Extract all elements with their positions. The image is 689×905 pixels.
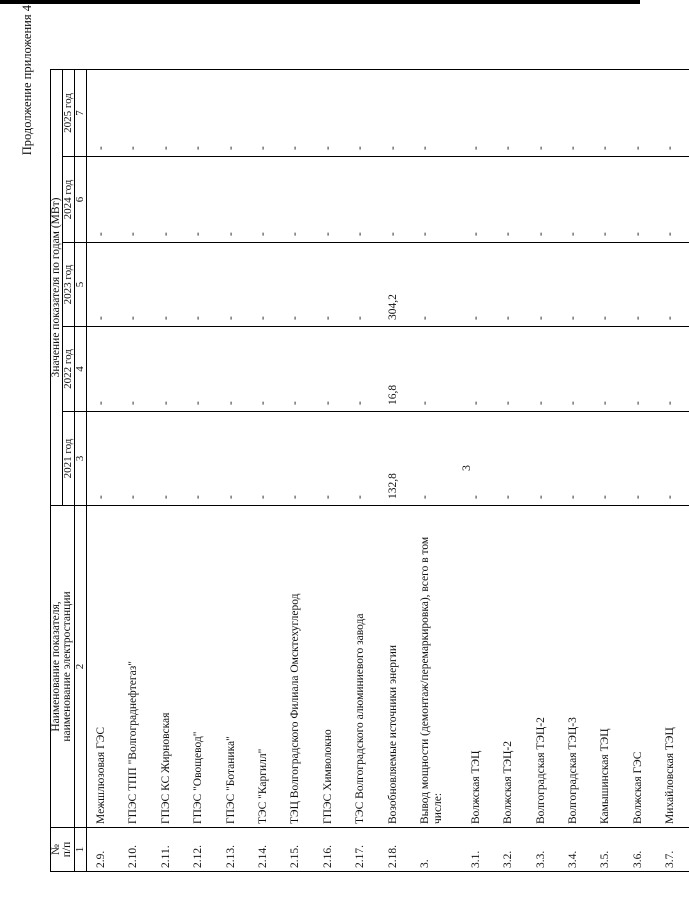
- value-cell: -: [527, 412, 559, 506]
- value-cell: -: [314, 243, 346, 327]
- row-name: Межшлюзовая ГЭС: [87, 506, 120, 828]
- row-name: Камышинская ТЭЦ: [591, 506, 623, 828]
- row-number: 2.9.: [87, 828, 120, 872]
- value-cell: -: [184, 243, 216, 327]
- value-cell: -: [152, 157, 184, 243]
- column-number: 5: [75, 243, 87, 327]
- value-cell: -: [591, 412, 623, 506]
- value-cell: -: [119, 412, 151, 506]
- row-number: 3.6.: [624, 828, 656, 872]
- table-row: [87, 70, 120, 872]
- value-cell: -: [494, 243, 526, 327]
- row-number: 3.: [411, 828, 462, 872]
- value-cell: -: [411, 157, 462, 243]
- value-cell: -: [87, 327, 120, 412]
- value-cell: -: [656, 412, 688, 506]
- row-name: Михайловская ТЭЦ: [656, 506, 688, 828]
- value-cell: -: [656, 327, 688, 412]
- row-name: ГПЭС "Ботаника": [217, 506, 249, 828]
- value-cell: -: [411, 243, 462, 327]
- value-cell: -: [119, 157, 151, 243]
- header-year: 2023 год: [63, 243, 75, 327]
- row-name: Вывод мощности (демонтаж/перемаркировка), всего в том числе:: [411, 506, 462, 828]
- header-number-line2: п/п: [61, 841, 73, 858]
- value-cell: -: [281, 70, 313, 157]
- value-cell: -: [411, 412, 462, 506]
- value-cell: -: [281, 327, 313, 412]
- row-name: ГПЭС "Овощевод": [184, 506, 216, 828]
- row-number: 2.16.: [314, 828, 346, 872]
- value-cell: -: [249, 243, 281, 327]
- table-row: [656, 70, 688, 872]
- header-number: [51, 828, 75, 872]
- value-cell: -: [249, 412, 281, 506]
- table-row: [527, 70, 559, 872]
- value-cell: -: [559, 70, 591, 157]
- value-cell: -: [249, 70, 281, 157]
- header-year: 2025 год: [63, 70, 75, 157]
- value-cell: -: [379, 157, 411, 243]
- row-name: Возобновляемые источники энергии: [379, 506, 411, 828]
- row-name: ГПЭС КС Жирновская: [152, 506, 184, 828]
- value-cell: -: [184, 327, 216, 412]
- value-cell: -: [656, 70, 688, 157]
- row-name: ТЭС Волгоградского алюминиевого завода: [346, 506, 378, 828]
- value-cell: -: [217, 243, 249, 327]
- table-header: [51, 70, 87, 872]
- value-cell: -: [217, 70, 249, 157]
- value-cell: -: [494, 327, 526, 412]
- value-cell: -: [281, 157, 313, 243]
- table-row: [281, 70, 313, 872]
- value-cell: -: [152, 327, 184, 412]
- value-cell: -: [494, 157, 526, 243]
- value-cell: -: [152, 70, 184, 157]
- row-number: 2.17.: [346, 828, 378, 872]
- value-cell: 132,8: [379, 412, 411, 506]
- column-number: 6: [75, 157, 87, 243]
- value-cell: -: [527, 157, 559, 243]
- column-number: 7: [75, 70, 87, 157]
- header-year: 2022 год: [63, 327, 75, 412]
- value-cell: -: [527, 327, 559, 412]
- table-body: [87, 70, 689, 872]
- value-cell: -: [217, 327, 249, 412]
- row-name: ТЭЦ Волгоградского Филиала Омсктехуглерод: [281, 506, 313, 828]
- value-cell: -: [462, 157, 494, 243]
- row-number: 3.4.: [559, 828, 591, 872]
- value-cell: -: [119, 243, 151, 327]
- row-name: Волжская ТЭЦ-2: [494, 506, 526, 828]
- value-cell: -: [624, 157, 656, 243]
- table-row: [249, 70, 281, 872]
- column-number: 4: [75, 327, 87, 412]
- value-cell: -: [624, 243, 656, 327]
- table-row: [624, 70, 656, 872]
- value-cell: -: [281, 412, 313, 506]
- column-number: 1: [75, 828, 87, 872]
- header-number-line1: №: [50, 844, 62, 855]
- value-cell: -: [494, 412, 526, 506]
- value-cell: -: [411, 70, 462, 157]
- value-cell: -: [184, 70, 216, 157]
- row-number: 2.15.: [281, 828, 313, 872]
- value-cell: -: [379, 70, 411, 157]
- value-cell: -: [411, 327, 462, 412]
- row-number: 2.13.: [217, 828, 249, 872]
- header-year: 2021 год: [63, 412, 75, 506]
- value-cell: -: [559, 412, 591, 506]
- value-cell: -: [249, 157, 281, 243]
- row-number: 3.7.: [656, 828, 688, 872]
- value-cell: -: [346, 327, 378, 412]
- table-row: [184, 70, 216, 872]
- value-cell: -: [559, 157, 591, 243]
- header-name-line1: Наименование показателя,: [50, 601, 62, 732]
- value-cell: -: [346, 243, 378, 327]
- value-cell: -: [152, 243, 184, 327]
- table-row: [314, 70, 346, 872]
- value-cell: -: [346, 412, 378, 506]
- page-number: 3: [459, 465, 473, 471]
- table-row: [152, 70, 184, 872]
- table-row: [462, 70, 494, 872]
- value-cell: -: [527, 243, 559, 327]
- header-name-line2: наименование электростанции: [61, 591, 73, 742]
- value-cell: -: [527, 70, 559, 157]
- row-name: Волгоградская ТЭЦ-3: [559, 506, 591, 828]
- value-cell: 16,8: [379, 327, 411, 412]
- value-cell: -: [314, 70, 346, 157]
- value-cell: -: [624, 412, 656, 506]
- row-number: 3.5.: [591, 828, 623, 872]
- value-cell: -: [462, 70, 494, 157]
- value-cell: -: [591, 327, 623, 412]
- value-cell: -: [152, 412, 184, 506]
- row-number: 3.1.: [462, 828, 494, 872]
- value-cell: -: [87, 412, 120, 506]
- table-row: [379, 70, 411, 872]
- value-cell: -: [314, 157, 346, 243]
- row-name: Волжская ГЭС: [624, 506, 656, 828]
- row-name: ГПЭС Химволокно: [314, 506, 346, 828]
- value-cell: -: [346, 157, 378, 243]
- value-cell: -: [346, 70, 378, 157]
- column-number: 2: [75, 506, 87, 828]
- table-row: [217, 70, 249, 872]
- value-cell: -: [281, 243, 313, 327]
- value-cell: -: [87, 157, 120, 243]
- value-cell: -: [184, 412, 216, 506]
- header-year-group: Значение показателя по годам (МВт): [51, 70, 63, 506]
- value-cell: -: [624, 70, 656, 157]
- value-cell: -: [494, 70, 526, 157]
- value-cell: -: [462, 412, 494, 506]
- row-number: 2.18.: [379, 828, 411, 872]
- row-number: 2.14.: [249, 828, 281, 872]
- row-name: Волгоградская ТЭЦ-2: [527, 506, 559, 828]
- row-number: 3.2.: [494, 828, 526, 872]
- value-cell: -: [184, 157, 216, 243]
- value-cell: -: [656, 157, 688, 243]
- row-number: 2.11.: [152, 828, 184, 872]
- value-cell: -: [314, 412, 346, 506]
- value-cell: -: [591, 70, 623, 157]
- row-number: 2.10.: [119, 828, 151, 872]
- value-cell: -: [462, 243, 494, 327]
- value-cell: -: [87, 70, 120, 157]
- table-row: [591, 70, 623, 872]
- value-cell: -: [462, 327, 494, 412]
- continuation-caption: Продолжение приложения 4: [20, 5, 34, 156]
- value-cell: -: [624, 327, 656, 412]
- table-row: [411, 70, 462, 872]
- value-cell: -: [559, 327, 591, 412]
- table-row: [559, 70, 591, 872]
- value-cell: -: [559, 243, 591, 327]
- table-row: [119, 70, 151, 872]
- row-number: 3.3.: [527, 828, 559, 872]
- value-cell: -: [591, 157, 623, 243]
- value-cell: -: [217, 157, 249, 243]
- column-number: 3: [75, 412, 87, 506]
- row-name: ТЭС "Каргилл": [249, 506, 281, 828]
- value-cell: -: [217, 412, 249, 506]
- value-cell: -: [119, 327, 151, 412]
- value-cell: -: [119, 70, 151, 157]
- row-number: 2.12.: [184, 828, 216, 872]
- indicator-table: [50, 69, 689, 872]
- header-year: 2024 год: [63, 157, 75, 243]
- row-name: Волжская ТЭЦ: [462, 506, 494, 828]
- value-cell: -: [656, 243, 688, 327]
- value-cell: -: [314, 327, 346, 412]
- value-cell: 304,2: [379, 243, 411, 327]
- value-cell: -: [249, 327, 281, 412]
- row-name: ГПЭС ТПП "Волгограднефтегаз": [119, 506, 151, 828]
- value-cell: -: [591, 243, 623, 327]
- value-cell: -: [87, 243, 120, 327]
- table-row: [494, 70, 526, 872]
- table-row: [346, 70, 378, 872]
- header-name: [51, 506, 75, 828]
